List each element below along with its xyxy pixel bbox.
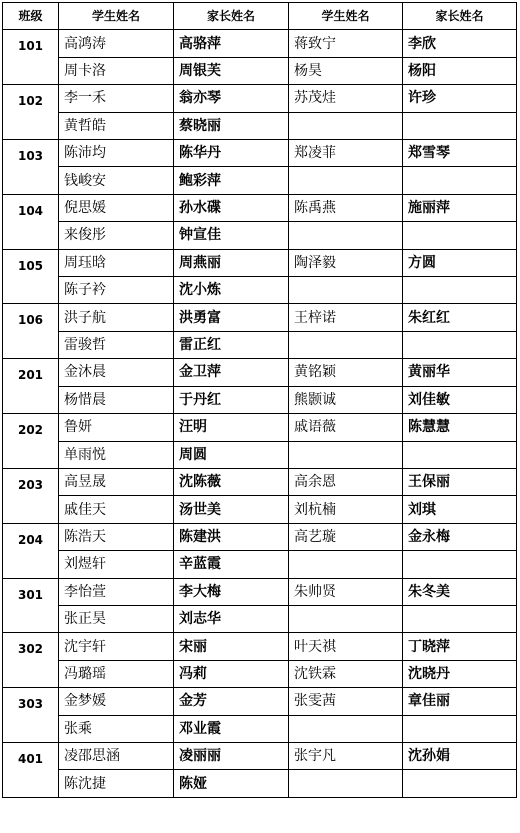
- parent-name-1-cell: 沈小炼: [174, 277, 289, 304]
- parent-name-2-cell: 朱冬美: [403, 578, 517, 605]
- student-name-2-cell: 王梓诺: [289, 304, 403, 331]
- table-row: [3, 277, 517, 304]
- parent-name-1-cell: 鲍彩萍: [174, 167, 289, 194]
- table-row: [3, 194, 517, 221]
- parent-name-1-cell: 周燕丽: [174, 249, 289, 276]
- parent-name-2-cell: 许珍: [403, 85, 517, 112]
- student-name-1-cell: 高昱晟: [59, 468, 174, 495]
- parent-name-1-cell: 邓业霞: [174, 715, 289, 742]
- parent-name-1-cell: 汤世美: [174, 496, 289, 523]
- table-row: [3, 386, 517, 413]
- student-name-1-cell: 周珏晗: [59, 249, 174, 276]
- table-row: [3, 660, 517, 687]
- parent-name-1-cell: 于丹红: [174, 386, 289, 413]
- student-name-1-cell: 凌邵思涵: [59, 742, 174, 769]
- parent-name-1-cell: 李大梅: [174, 578, 289, 605]
- student-name-1-cell: 陈子衿: [59, 277, 174, 304]
- table-row: [3, 414, 517, 441]
- student-name-2-cell: 高艺璇: [289, 523, 403, 550]
- class-number-cell: 102: [3, 85, 59, 140]
- class-number-cell: 105: [3, 249, 59, 304]
- class-number-cell: 103: [3, 140, 59, 195]
- parent-name-1-cell: 蔡晓丽: [174, 112, 289, 139]
- table-row: [3, 715, 517, 742]
- parent-name-1-cell: 冯莉: [174, 660, 289, 687]
- student-name-2-cell: 熊颢诚: [289, 386, 403, 413]
- parent-name-2-cell: 方圆: [403, 249, 517, 276]
- parent-name-1-cell: 周圆: [174, 441, 289, 468]
- roster-body: [3, 30, 517, 797]
- student-name-2-cell: 张宇凡: [289, 742, 403, 769]
- student-name-2-cell: 沈铁霖: [289, 660, 403, 687]
- student-name-1-cell: 单雨悦: [59, 441, 174, 468]
- header-student-name-2: 学生姓名: [289, 3, 403, 30]
- student-name-1-cell: 李一禾: [59, 85, 174, 112]
- header-parent-name-2: 家长姓名: [403, 3, 517, 30]
- parent-name-1-cell: 金芳: [174, 688, 289, 715]
- student-name-2-cell: 陶泽毅: [289, 249, 403, 276]
- parent-name-1-cell: 雷正红: [174, 331, 289, 358]
- student-name-1-cell: 张乘: [59, 715, 174, 742]
- parent-name-1-cell: 钟宣佳: [174, 222, 289, 249]
- parent-name-2-cell: [403, 715, 517, 742]
- parent-name-1-cell: 孙水碟: [174, 194, 289, 221]
- table-row: [3, 523, 517, 550]
- parent-name-2-cell: 沈晓丹: [403, 660, 517, 687]
- class-number-cell: 203: [3, 468, 59, 523]
- table-row: [3, 578, 517, 605]
- student-name-1-cell: 沈宇轩: [59, 633, 174, 660]
- student-name-2-cell: [289, 605, 403, 632]
- student-name-2-cell: [289, 277, 403, 304]
- header-parent-name-1: 家长姓名: [174, 3, 289, 30]
- student-name-2-cell: 朱帅贤: [289, 578, 403, 605]
- table-row: [3, 140, 517, 167]
- student-name-2-cell: [289, 441, 403, 468]
- table-row: [3, 249, 517, 276]
- class-number-cell: 204: [3, 523, 59, 578]
- class-number-cell: 202: [3, 414, 59, 469]
- header-row: [3, 3, 517, 30]
- parent-name-2-cell: 沈孙娟: [403, 742, 517, 769]
- table-row: [3, 441, 517, 468]
- parent-name-2-cell: [403, 222, 517, 249]
- student-name-1-cell: 金沐晨: [59, 359, 174, 386]
- class-number-cell: 101: [3, 30, 59, 85]
- header-class: 班级: [3, 3, 59, 30]
- parent-name-1-cell: 翁亦琴: [174, 85, 289, 112]
- table-row: [3, 112, 517, 139]
- student-name-2-cell: 蒋致宁: [289, 30, 403, 57]
- table-row: [3, 167, 517, 194]
- parent-name-1-cell: 陈建洪: [174, 523, 289, 550]
- class-number-cell: 104: [3, 194, 59, 249]
- parent-name-2-cell: 金永梅: [403, 523, 517, 550]
- student-name-1-cell: 鲁妍: [59, 414, 174, 441]
- student-name-2-cell: 陈禹燕: [289, 194, 403, 221]
- student-name-1-cell: 倪思媛: [59, 194, 174, 221]
- table-row: [3, 85, 517, 112]
- table-row: [3, 304, 517, 331]
- student-name-1-cell: 洪子航: [59, 304, 174, 331]
- table-row: [3, 551, 517, 578]
- parent-name-2-cell: [403, 167, 517, 194]
- student-name-2-cell: 黄铭颖: [289, 359, 403, 386]
- student-name-2-cell: [289, 112, 403, 139]
- parent-name-2-cell: [403, 441, 517, 468]
- parent-name-1-cell: 高骆萍: [174, 30, 289, 57]
- parent-name-1-cell: 陈华丹: [174, 140, 289, 167]
- class-number-cell: 301: [3, 578, 59, 633]
- parent-name-2-cell: [403, 770, 517, 797]
- parent-name-2-cell: 杨阳: [403, 57, 517, 84]
- parent-name-1-cell: 辛蓝霞: [174, 551, 289, 578]
- parent-name-2-cell: 朱红红: [403, 304, 517, 331]
- student-name-2-cell: [289, 715, 403, 742]
- student-name-1-cell: 金梦媛: [59, 688, 174, 715]
- parent-name-1-cell: 汪明: [174, 414, 289, 441]
- student-name-1-cell: 张正昊: [59, 605, 174, 632]
- student-name-1-cell: 陈浩天: [59, 523, 174, 550]
- table-row: [3, 633, 517, 660]
- student-name-1-cell: 冯璐瑶: [59, 660, 174, 687]
- class-number-cell: 303: [3, 688, 59, 743]
- student-name-1-cell: 高鸿涛: [59, 30, 174, 57]
- parent-name-2-cell: 黄丽华: [403, 359, 517, 386]
- student-name-2-cell: 刘杭楠: [289, 496, 403, 523]
- table-row: [3, 359, 517, 386]
- table-row: [3, 468, 517, 495]
- parent-name-1-cell: 金卫萍: [174, 359, 289, 386]
- table-row: [3, 496, 517, 523]
- student-name-2-cell: 高余恩: [289, 468, 403, 495]
- class-number-cell: 302: [3, 633, 59, 688]
- class-number-cell: 106: [3, 304, 59, 359]
- student-name-2-cell: [289, 167, 403, 194]
- student-name-1-cell: 黄哲皓: [59, 112, 174, 139]
- table-row: [3, 688, 517, 715]
- parent-name-1-cell: 陈娅: [174, 770, 289, 797]
- table-row: [3, 222, 517, 249]
- student-name-1-cell: 周卡洛: [59, 57, 174, 84]
- parent-name-2-cell: 郑雪琴: [403, 140, 517, 167]
- student-name-1-cell: 来俊彤: [59, 222, 174, 249]
- student-name-2-cell: 苏茂烓: [289, 85, 403, 112]
- header-student-name-1: 学生姓名: [59, 3, 174, 30]
- parent-name-1-cell: 沈陈薇: [174, 468, 289, 495]
- parent-name-2-cell: 刘佳敏: [403, 386, 517, 413]
- class-roster-table: [2, 2, 517, 798]
- parent-name-1-cell: 宋丽: [174, 633, 289, 660]
- parent-name-2-cell: 陈慧慧: [403, 414, 517, 441]
- parent-name-1-cell: 洪勇富: [174, 304, 289, 331]
- table-row: [3, 30, 517, 57]
- parent-name-2-cell: [403, 605, 517, 632]
- student-name-2-cell: [289, 770, 403, 797]
- student-name-1-cell: 陈沈捷: [59, 770, 174, 797]
- parent-name-1-cell: 周银芙: [174, 57, 289, 84]
- class-number-cell: 201: [3, 359, 59, 414]
- student-name-2-cell: 叶天祺: [289, 633, 403, 660]
- student-name-1-cell: 陈沛均: [59, 140, 174, 167]
- student-name-2-cell: 郑凌菲: [289, 140, 403, 167]
- parent-name-1-cell: 凌丽丽: [174, 742, 289, 769]
- student-name-1-cell: 戚佳天: [59, 496, 174, 523]
- student-name-1-cell: 刘煜轩: [59, 551, 174, 578]
- parent-name-2-cell: 施丽萍: [403, 194, 517, 221]
- parent-name-2-cell: [403, 551, 517, 578]
- student-name-1-cell: 杨惜晨: [59, 386, 174, 413]
- table-row: [3, 331, 517, 358]
- student-name-2-cell: [289, 551, 403, 578]
- parent-name-2-cell: 李欣: [403, 30, 517, 57]
- table-row: [3, 57, 517, 84]
- parent-name-2-cell: [403, 331, 517, 358]
- table-row: [3, 605, 517, 632]
- student-name-1-cell: 雷骏哲: [59, 331, 174, 358]
- student-name-2-cell: [289, 222, 403, 249]
- student-name-2-cell: 张雯茜: [289, 688, 403, 715]
- table-row: [3, 770, 517, 797]
- parent-name-2-cell: 刘琪: [403, 496, 517, 523]
- parent-name-2-cell: [403, 277, 517, 304]
- parent-name-2-cell: 丁晓萍: [403, 633, 517, 660]
- class-number-cell: 401: [3, 742, 59, 797]
- student-name-2-cell: [289, 331, 403, 358]
- student-name-2-cell: 杨昊: [289, 57, 403, 84]
- student-name-1-cell: 李怡萱: [59, 578, 174, 605]
- parent-name-2-cell: 王保丽: [403, 468, 517, 495]
- student-name-1-cell: 钱峻安: [59, 167, 174, 194]
- table-row: [3, 742, 517, 769]
- parent-name-2-cell: [403, 112, 517, 139]
- parent-name-1-cell: 刘志华: [174, 605, 289, 632]
- parent-name-2-cell: 章佳丽: [403, 688, 517, 715]
- student-name-2-cell: 戚语薇: [289, 414, 403, 441]
